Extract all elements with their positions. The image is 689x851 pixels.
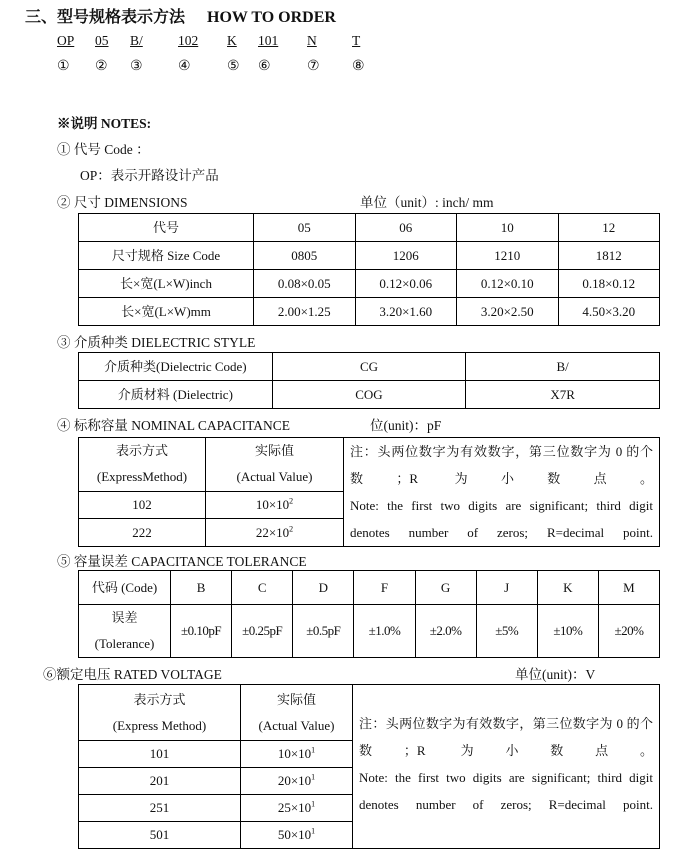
- table-row: [79, 242, 660, 270]
- table-row: [79, 571, 660, 605]
- capacitance-heading: ④ 标称容量 NOMINAL CAPACITANCE: [57, 418, 291, 433]
- tolerance-label: 误差 (Tolerance): [79, 605, 171, 658]
- table-cell: 代号: [79, 214, 254, 242]
- table-cell: ±20%: [598, 605, 659, 658]
- table-row: [79, 605, 660, 658]
- order-code-index: ④: [178, 59, 191, 74]
- table-row: [79, 270, 660, 298]
- header-express-method: 表示方式 (Express Method): [79, 685, 241, 741]
- order-code-index: ③: [130, 59, 143, 74]
- title-en: HOW TO ORDER: [207, 9, 336, 26]
- order-code-index: ⑦: [307, 59, 320, 74]
- note-cell: 注：头两位数字为有效数字，第三位数字为 0 的个数；R 为小数点。 Note: the first two digits are significant; third digit denotes number of zeros; R=decimal point.: [344, 438, 660, 547]
- title-cn: 三、型号规格表示方法: [25, 9, 186, 26]
- order-code-part: 101: [258, 33, 279, 48]
- table-header-row: [79, 438, 660, 492]
- order-code-part: T: [352, 33, 361, 48]
- order-code-index: ⑧: [352, 59, 365, 74]
- table-cell: $50\times 10^1$: [241, 822, 353, 849]
- table-cell: 长×宽(L×W)mm: [79, 298, 254, 326]
- table-row: [79, 214, 660, 242]
- table-cell: $20\times 10^1$: [241, 768, 353, 795]
- table-row: [79, 353, 660, 381]
- table-cell: X7R: [466, 381, 660, 409]
- table-cell: 0.12×0.06: [355, 270, 457, 298]
- table-cell: 3.20×1.60: [355, 298, 457, 326]
- code-heading: ① 代号 Code ：: [57, 142, 150, 157]
- table-cell: 05: [254, 214, 356, 242]
- table-cell: 201: [79, 768, 241, 795]
- order-code-part: OP: [57, 33, 75, 48]
- capacitance-unit: 位(unit)：pF: [370, 418, 442, 433]
- table-cell: ±0.10pF: [171, 605, 232, 658]
- voltage-table: [78, 684, 660, 849]
- table-cell: 12: [558, 214, 660, 242]
- order-code-index: ①: [57, 59, 70, 74]
- table-cell: G: [415, 571, 476, 605]
- table-cell: F: [354, 571, 415, 605]
- table-cell: 0805: [254, 242, 356, 270]
- table-cell: 0.12×0.10: [457, 270, 559, 298]
- order-code-index: ⑥: [258, 59, 271, 74]
- order-code-part: 102: [178, 33, 199, 48]
- table-cell: B: [171, 571, 232, 605]
- header-actual-value: 实际值 (Actual Value): [241, 685, 353, 741]
- table-cell: 介质材料 (Dielectric): [79, 381, 273, 409]
- table-cell: 代码 (Code): [79, 571, 171, 605]
- order-code-part: B/: [130, 33, 143, 48]
- table-cell: K: [537, 571, 598, 605]
- table-cell: 0.08×0.05: [254, 270, 356, 298]
- table-cell: 尺寸规格 Size Code: [79, 242, 254, 270]
- page-title: [25, 4, 336, 27]
- dimensions-table: [78, 213, 660, 326]
- table-cell: $10\times 10^2$: [206, 491, 344, 519]
- notes-heading: ※说明 NOTES:: [57, 116, 152, 131]
- table-cell: 222: [79, 519, 206, 547]
- dielectric-heading: ③ 介质种类 DIELECTRIC STYLE: [57, 335, 256, 350]
- table-cell: $25\times 10^1$: [241, 795, 353, 822]
- voltage-heading: ⑥额定电压 RATED VOLTAGE: [43, 667, 222, 682]
- table-cell: COG: [272, 381, 466, 409]
- table-cell: 3.20×2.50: [457, 298, 559, 326]
- table-cell: $22\times 10^2$: [206, 519, 344, 547]
- table-cell: 102: [79, 491, 206, 519]
- table-cell: 501: [79, 822, 241, 849]
- table-cell: 4.50×3.20: [558, 298, 660, 326]
- table-cell: ±10%: [537, 605, 598, 658]
- table-cell: D: [293, 571, 354, 605]
- tolerance-table: [78, 570, 660, 658]
- order-code-part: N: [307, 33, 317, 48]
- voltage-unit: 单位(unit)：V: [515, 667, 596, 682]
- table-cell: ±1.0%: [354, 605, 415, 658]
- header-actual-value: 实际值 (Actual Value): [206, 438, 344, 492]
- table-cell: ±0.25pF: [232, 605, 293, 658]
- table-cell: ±0.5pF: [293, 605, 354, 658]
- order-code-part: K: [227, 33, 237, 48]
- order-code-index: ⑤: [227, 59, 240, 74]
- table-cell: CG: [272, 353, 466, 381]
- table-cell: 10: [457, 214, 559, 242]
- code-text: OP：表示开路设计产品: [80, 168, 219, 183]
- table-cell: 0.18×0.12: [558, 270, 660, 298]
- table-cell: B/: [466, 353, 660, 381]
- table-cell: 06: [355, 214, 457, 242]
- table-row: [79, 298, 660, 326]
- table-cell: 101: [79, 741, 241, 768]
- table-cell: C: [232, 571, 293, 605]
- table-row: [79, 381, 660, 409]
- capacitance-table: [78, 437, 660, 547]
- table-cell: 1210: [457, 242, 559, 270]
- table-cell: 251: [79, 795, 241, 822]
- dimensions-unit: 单位（unit）: inch/ mm: [360, 195, 494, 210]
- dielectric-table: [78, 352, 660, 409]
- tolerance-heading: ⑤ 容量误差 CAPACITANCE TOLERANCE: [57, 554, 307, 569]
- header-express-method: 表示方式 (ExpressMethod): [79, 438, 206, 492]
- table-cell: 介质种类(Dielectric Code): [79, 353, 273, 381]
- order-code-index: ②: [95, 59, 108, 74]
- order-code-part: 05: [95, 33, 109, 48]
- note-cell: 注：头两位数字为有效数字，第三位数字为 0 的个数；R 为小数点。 Note: the first two digits are significant; third digit denotes number of zeros; R=decimal point.: [353, 685, 660, 849]
- table-cell: M: [598, 571, 659, 605]
- table-header-row: [79, 685, 660, 741]
- table-cell: 1206: [355, 242, 457, 270]
- table-cell: $10\times 10^1$: [241, 741, 353, 768]
- table-cell: ±2.0%: [415, 605, 476, 658]
- table-cell: J: [476, 571, 537, 605]
- table-cell: 1812: [558, 242, 660, 270]
- table-cell: ±5%: [476, 605, 537, 658]
- dimensions-heading: ② 尺寸 DIMENSIONS: [57, 195, 188, 210]
- table-cell: 长×宽(L×W)inch: [79, 270, 254, 298]
- table-cell: 2.00×1.25: [254, 298, 356, 326]
